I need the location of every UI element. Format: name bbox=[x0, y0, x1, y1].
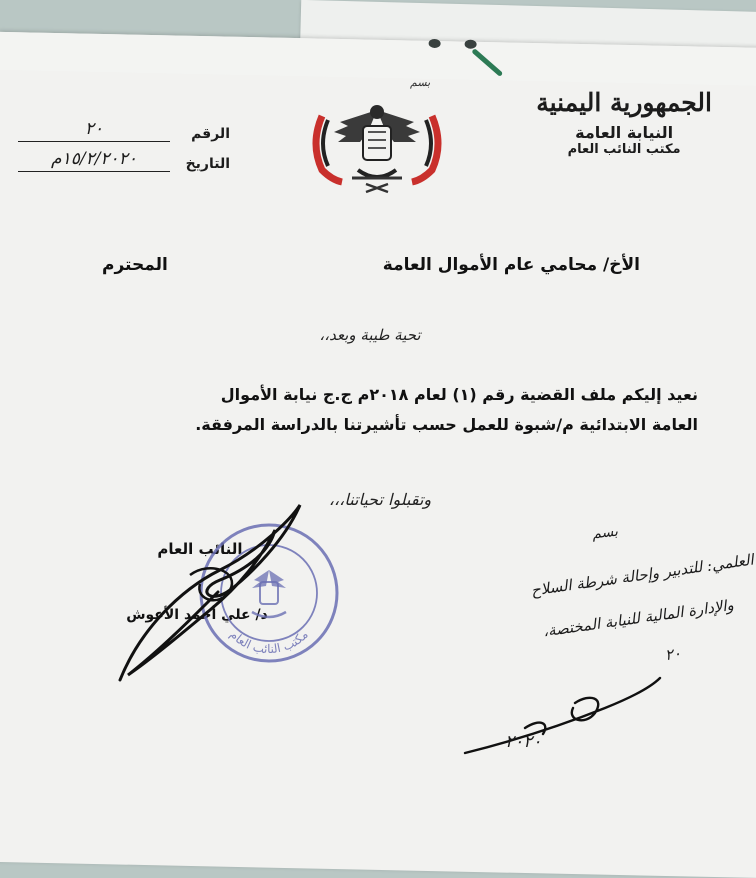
reference-label: الرقم bbox=[191, 126, 230, 142]
note-line-3: ٢٠ bbox=[663, 644, 683, 665]
office-line-2: مكتب النائب العام bbox=[567, 142, 681, 157]
reference-number-row bbox=[10, 112, 230, 142]
body-line-1: نعيد إليكم ملف القضية رقم (١) لعام ٢٠١٨م ج.ج نيابة الأموال bbox=[220, 385, 698, 404]
body-line-2: العامة الابتدائية م/شبوة للعمل حسب تأشيرتنا بالدراسة المرفقة. bbox=[195, 415, 698, 434]
date-value: ١٥/٢/٢٠٢٠م bbox=[18, 149, 170, 172]
stamp-text: مكتب النائب العام bbox=[227, 627, 311, 657]
closing-phrase: وتقبلوا تحياتنا،،، bbox=[328, 490, 432, 509]
letter-body bbox=[58, 380, 698, 440]
date-label: التاريخ bbox=[185, 156, 230, 172]
note-date: ٢٠٢٠ bbox=[505, 732, 542, 752]
punch-hole bbox=[465, 40, 477, 49]
signatory-name: د/ علي أحمد الأعوش bbox=[126, 607, 268, 623]
reference-value: ٢٠ bbox=[18, 119, 170, 142]
note-line-1: العلمي: للتدبير وإحالة شرطة السلاح bbox=[529, 550, 755, 600]
basmala: بسم bbox=[410, 76, 431, 89]
signature-scribble bbox=[100, 480, 350, 690]
republic-name: الجمهورية اليمنية bbox=[536, 88, 712, 117]
reference-block bbox=[10, 112, 230, 172]
punch-hole bbox=[429, 39, 441, 48]
respected-label: المحترم bbox=[102, 255, 168, 275]
recipient-line: الأخ/ محامي عام الأموال العامة bbox=[382, 255, 640, 275]
note-line-2: والإدارة المالية للنيابة المختصة، bbox=[541, 595, 735, 641]
letterhead-right bbox=[536, 88, 712, 157]
date-row bbox=[10, 142, 230, 172]
national-emblem-icon bbox=[308, 92, 446, 196]
note-basmala: بسم bbox=[591, 523, 619, 543]
office-line-1: النيابة العامة bbox=[575, 123, 674, 142]
greeting: تحية طيبة وبعد،، bbox=[319, 326, 421, 344]
signatory-title: النائب العام bbox=[157, 540, 243, 558]
